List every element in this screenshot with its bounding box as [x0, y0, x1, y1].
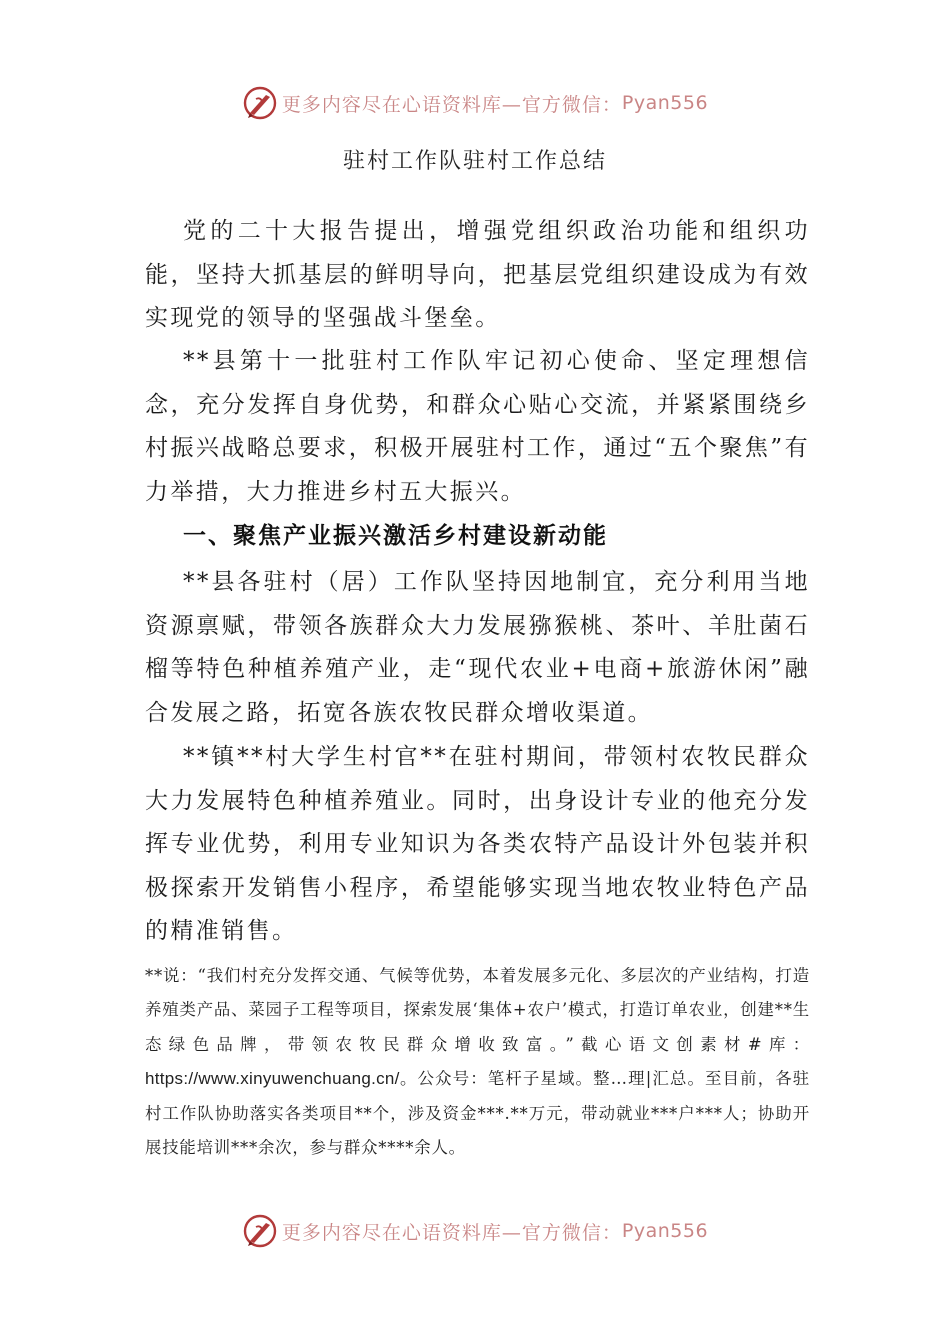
watermark-banner-top — [0, 83, 950, 123]
summary-text: 。公众号：笔杆子星域。整…理|汇总。至目前，各驻村工作队协助落实各类项目**个，涉及资金***.**万元，带动就业***户***人；协助开展技能培训***余次，参与群众****余人。 — [145, 1069, 810, 1158]
pen-logo-icon — [242, 85, 278, 121]
watermark-banner-bottom — [0, 1211, 950, 1251]
quote-text: **说：“我们村充分发挥交通、气候等优势，本着发展多元化、多层次的产业结构，打造养殖类产品、菜园子工程等项目，探索发展‘集体+农户’模式，打造订单农业，创建**生态绿色品牌，带领农牧民群众增收致富。”截心语文创素材#库： — [145, 966, 810, 1054]
pen-logo-icon — [242, 1213, 278, 1249]
paragraph-4: **镇**村大学生村官**在驻村期间，带领村农牧民群众大力发展特色种植养殖业。同时，出身设计专业的他充分发挥专业优势，利用专业知识为各类农特产品设计外包装并积极探索开发销售小程序，希望能够实现当地农牧业特色产品的精准销售。 — [145, 744, 810, 945]
paragraph-2: **县第十一批驻村工作队牢记初心使命、坚定理想信念，充分发挥自身优势，和群众心贴心交流，并紧紧围绕乡村振兴战略总要求，积极开展驻村工作，通过“五个聚焦”有力举措，大力推进乡村五大振兴。 — [145, 348, 810, 505]
section-heading-1: 一、聚焦产业振兴激活乡村建设新动能 — [183, 523, 608, 549]
banner-wechat-id: Pyan556 — [621, 1220, 709, 1242]
banner-wechat-id: Pyan556 — [621, 92, 709, 114]
banner-text: 更多内容尽在心语资料库—官方微信： — [281, 93, 622, 116]
paragraph-3: **县各驻村（居）工作队坚持因地制宜，充分利用当地资源禀赋，带领各族群众大力发展猕猴桃、茶叶、羊肚菌石榴等特色种植养殖产业，走“现代农业+电商+旅游休闲”融合发展之路，拓宽各族农牧民群众增收渠道。 — [145, 569, 810, 726]
source-url[interactable]: https://www.xinyuwenchuang.cn/ — [145, 1069, 400, 1089]
paragraph-1: 党的二十大报告提出，增强党组织政治功能和组织功能，坚持大抓基层的鲜明导向，把基层党组织建设成为有效实现党的领导的坚强战斗堡垒。 — [145, 218, 810, 332]
banner-text: 更多内容尽在心语资料库—官方微信： — [281, 1221, 622, 1244]
document-title: 驻村工作队驻村工作总结 — [342, 149, 607, 174]
quote-paragraph — [145, 959, 810, 1165]
